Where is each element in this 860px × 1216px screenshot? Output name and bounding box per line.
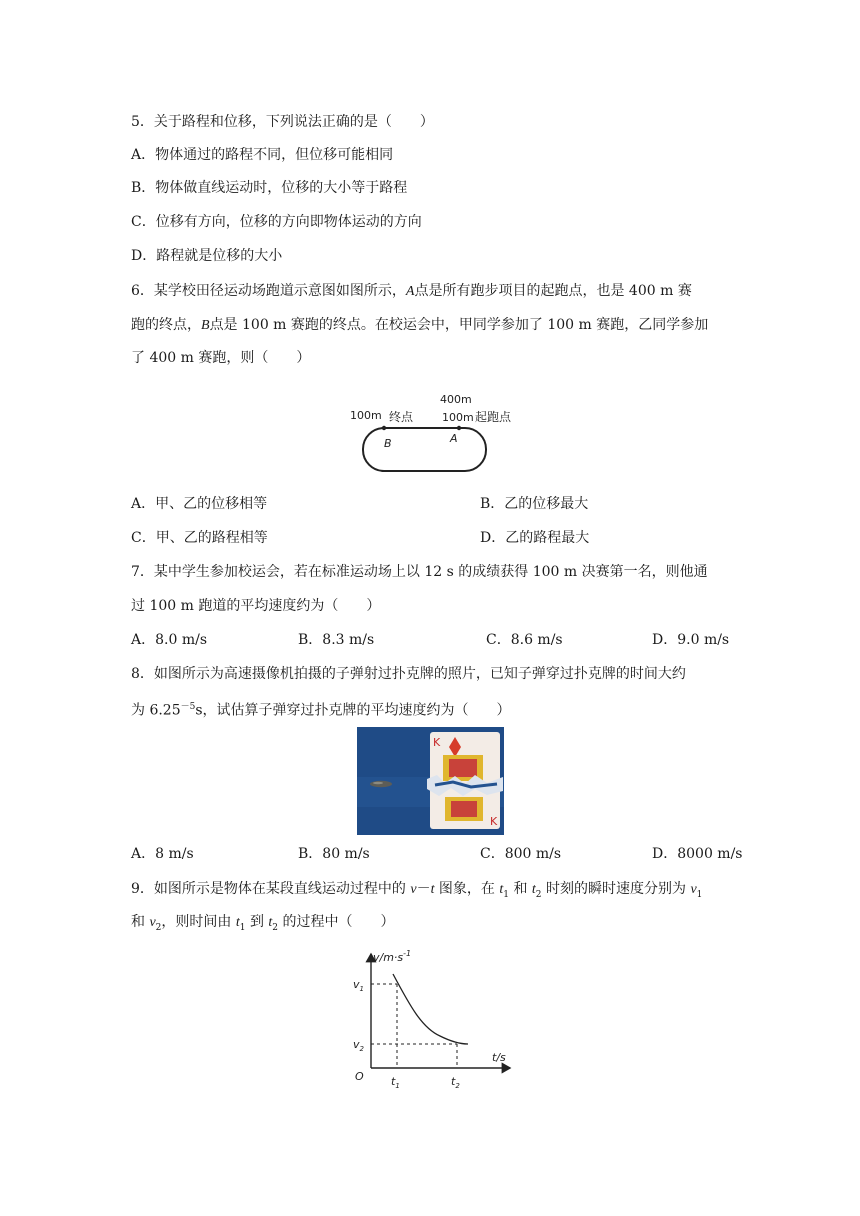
t2-label: $t_2$ <box>451 1075 460 1090</box>
q8-stem-line1: 8．如图所示为高速摄像机拍摄的子弹射过扑克牌的照片，已知子弹穿过扑克牌的时间大约 <box>131 666 686 682</box>
q6-stem-line2: 跑的终点，B点是 100 m 赛跑的终点。在校运会中，甲同学参加了 100 m 赛跑，乙同学参加 <box>131 317 709 333</box>
label-400m: 400m <box>440 393 472 406</box>
bullet-card-photo <box>357 727 504 835</box>
label-start: 起跑点 <box>475 410 512 424</box>
q6-option-c: C．甲、乙的路程相等 <box>131 530 268 546</box>
q6-stem-line1: 6．某学校田径运动场跑道示意图如图所示，A点是所有跑步项目的起跑点，也是 400 m 赛 <box>131 283 692 299</box>
q8-stem-line2: 为 $6.25^{-5}s$，试估算子弹穿过扑克牌的平均速度约为（ ） <box>131 702 511 719</box>
q7-stem-line1: 7．某中学生参加校运会，若在标准运动场上以 12 s 的成绩获得 100 m 决赛第一名，则他通 <box>131 564 708 580</box>
q8-option-c: C．800 m/s <box>480 846 562 862</box>
track-diagram <box>344 386 544 482</box>
label-point-a: A <box>450 432 458 445</box>
q6-option-b: B．乙的位移最大 <box>480 496 589 512</box>
label-100m-left: 100m <box>350 409 382 422</box>
q7-option-d: D．9.0 m/s <box>652 632 730 648</box>
q6-option-a: A．甲、乙的位移相等 <box>131 496 268 512</box>
q9-stem-line2: 和 $v_2$，则时间由 $t_1$ 到 $t_2$ 的过程中（ ） <box>131 914 395 933</box>
q5-option-b: B．物体做直线运动时，位移的大小等于路程 <box>131 180 408 196</box>
v1-label: $v_1$ <box>353 978 364 993</box>
v2-label: $v_2$ <box>353 1038 364 1053</box>
q7-option-a: A．8.0 m/s <box>131 632 208 648</box>
label-point-b: B <box>384 437 392 450</box>
t1-label: $t_1$ <box>391 1075 400 1090</box>
point-a-dot <box>457 426 461 430</box>
x-axis-label: t/s <box>492 1051 506 1064</box>
q5-option-d: D．路程就是位移的大小 <box>131 248 283 264</box>
q8-option-b: B．80 m/s <box>298 846 370 862</box>
label-100m-right: 100m <box>442 411 474 424</box>
q7-option-c: C．8.6 m/s <box>486 632 563 648</box>
point-b-dot <box>382 426 386 430</box>
q7-stem-line2: 过 100 m 跑道的平均速度约为（ ） <box>131 598 381 614</box>
svg-text:K: K <box>490 815 498 828</box>
vt-graph <box>340 944 530 1094</box>
q5-option-c: C．位移有方向，位移的方向即物体运动的方向 <box>131 214 422 230</box>
q7-option-b: B．8.3 m/s <box>298 632 375 648</box>
q6-option-d: D．乙的路程最大 <box>480 530 590 546</box>
q8-option-a: A．8 m/s <box>131 846 194 862</box>
q8-option-d: D．8000 m/s <box>652 846 743 862</box>
q5-stem: 5．关于路程和位移，下列说法正确的是（ ） <box>131 114 434 130</box>
svg-text:K: K <box>433 736 441 749</box>
origin-label: O <box>355 1070 364 1083</box>
label-end: 终点 <box>389 410 414 424</box>
track-oval <box>363 428 486 471</box>
q6-stem-line3: 了 400 m 赛跑，则（ ） <box>131 350 311 366</box>
bullet <box>370 781 392 787</box>
q9-stem-line1: 9．如图所示是物体在某段直线运动过程中的 v－t 图象，在 $t_1$ 和 $t_2$ 时刻的瞬时速度分别为 $v_1$ <box>131 881 703 900</box>
q5-option-a: A．物体通过的路程不同，但位移可能相同 <box>131 147 394 163</box>
velocity-curve <box>393 974 468 1044</box>
y-axis-label: $v/m\cdot s^{-1}$ <box>373 949 412 964</box>
